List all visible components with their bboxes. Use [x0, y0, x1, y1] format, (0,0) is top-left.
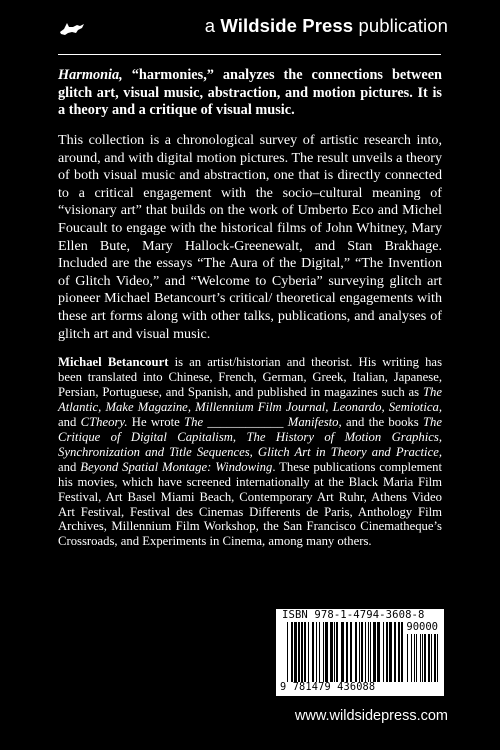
book-title: Harmonia,	[58, 67, 123, 83]
header-divider	[58, 54, 441, 55]
fox-icon	[58, 20, 86, 40]
barcode-box	[276, 609, 444, 696]
barcode-number: 9 781479 436088	[280, 681, 376, 693]
publisher-label: a Wildside Press publication	[204, 15, 448, 36]
isbn-text: ISBN 978-1-4794-3608-8	[282, 609, 425, 621]
website-url: www.wildsidepress.com	[294, 708, 448, 724]
intro-blurb: Harmonia, “harmonies,” analyzes the connections between glitch art, visual music, abstraction, and motion pictures. It is a theory and a critique of visual music.	[58, 67, 442, 119]
header	[0, 0, 500, 58]
author-bio: Michael Betancourt is an artist/historian and theorist. His writing has been translated into Chinese, French, German, Greek, Italian, Japanese, Persian, Portuguese, and Spanish, and published in magazines such as The Atlantic, Make Magazine, Millennium Film Journal, Leonardo, Semiotica, and CTheory. He wrote The ____________ Manifesto, and the books The Critique of Digital Capitalism, The History of Motion Graphics, Synchronization and Title Sequences, Glitch Art in Theory and Practice, and Beyond Spatial Montage: Windowing. These publications complement his movies, which have screened internationally at the Black Maria Film Festival, Art Basel Miami Beach, Contemporary Art Ruhr, Athens Video Art Festival, Festival des Cinemas Differents de Paris, Anthology Film Archives, Millennium Film Workshop, the San Francisco Cinematheque’s Crossroads, and Experiments in Cinema, among many others.	[58, 355, 443, 549]
price-code-text: 90000	[406, 621, 438, 633]
author-name: Michael Betancourt	[58, 355, 169, 369]
description: This collection is a chronological survey of artistic research into, around, and with digital motion pictures. The result unveils a theory of both visual music and abstraction, one that is directly connected to a critical engagement with the socio–cultural meaning of “visionary art” that builds on the work of Umberto Eco and Michel Foucault to engage with the historical films of John Whitney, Mary Ellen Bute, Mary Hallock-Greenewalt, and Stan Brakhage. Included are the essays “The Aura of the Digital,” “The Invention of Glitch Video,” and “Welcome to Cyberia” surveying glitch art pioneer Michael Betancourt’s critical/ theoretical engagements with these art forms along with other talks, publications, and analyses of glitch art and visual music.	[58, 132, 442, 342]
